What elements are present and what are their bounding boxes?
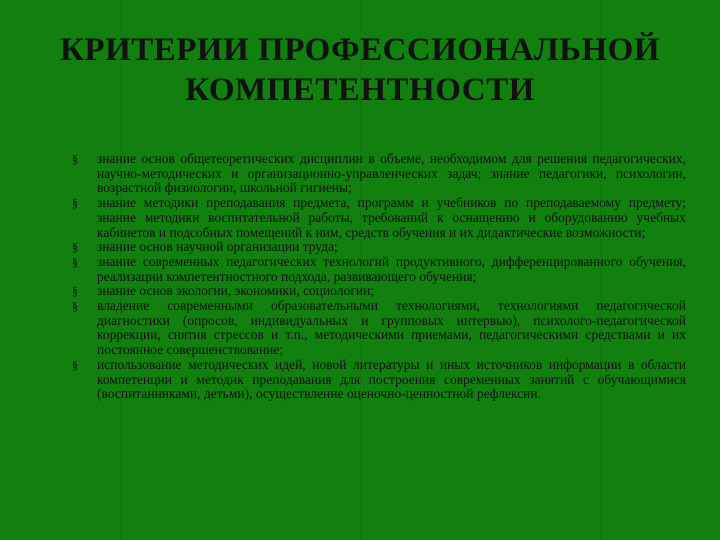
- slide-title: [20, 30, 700, 110]
- section-bullet-icon: §: [72, 254, 78, 269]
- list-item-text: использование методических идей, новой литературы и иных источников информации в области компетенции и методик преподавания для построения современных занятий с обучающимися (воспитанниками, детьми), осуществление оценочно-ценностной рефлексии.: [97, 356, 686, 402]
- list-item-text: знание методики преподавания предмета, программ и учебников по преподаваемому предмету; знание методики воспитательной работы, требований к оснащению и оборудованию учебных кабинетов и подсобных помещений к ним, средств обучения и их дидактические возможности;: [97, 195, 686, 240]
- criteria-list: [72, 152, 686, 402]
- list-item-text: владение современными образовательными технологиями, технологиями педагогической диагностики (опросов, индивидуальных и групповых интервью), психолого-педагогической коррекции, снятия стрессов и т.п., методическими приемами, педагогическими средствами и их постоянное совершенствование;: [97, 298, 686, 358]
- list-item-text: знание современных педагогических технологий продуктивного, дифференцированного обучения, реализации компетентностного подхода, развивающего обучения;: [97, 253, 686, 284]
- list-item: [72, 284, 686, 299]
- section-bullet-icon: §: [72, 240, 78, 255]
- slide-title-line-1: КРИТЕРИИ ПРОФЕССИОНАЛЬНОЙ: [60, 32, 660, 68]
- slide-title-line-2: КОМПЕТЕНТНОСТИ: [185, 72, 535, 108]
- list-item-text: знание основ общетеоретических дисциплин в объеме, необходимом для решения педагогических, научно-методических и организационно-управленческих задач; знание педагогики, психологии, возрастной физиологии, школьной гигиены;: [97, 151, 686, 196]
- section-bullet-icon: §: [72, 284, 78, 299]
- section-bullet-icon: §: [72, 357, 78, 372]
- list-item-text: знание основ научной организации труда;: [97, 239, 338, 255]
- list-item: [72, 152, 686, 196]
- list-item: [72, 196, 686, 240]
- section-bullet-icon: §: [72, 196, 78, 211]
- list-item: [72, 358, 686, 402]
- list-item: [72, 240, 686, 255]
- list-item: [72, 255, 686, 284]
- section-bullet-icon: §: [72, 152, 78, 166]
- list-item: [72, 299, 686, 358]
- section-bullet-icon: §: [72, 299, 78, 314]
- list-item-text: знание основ экологии, экономики, социологии;: [97, 283, 375, 299]
